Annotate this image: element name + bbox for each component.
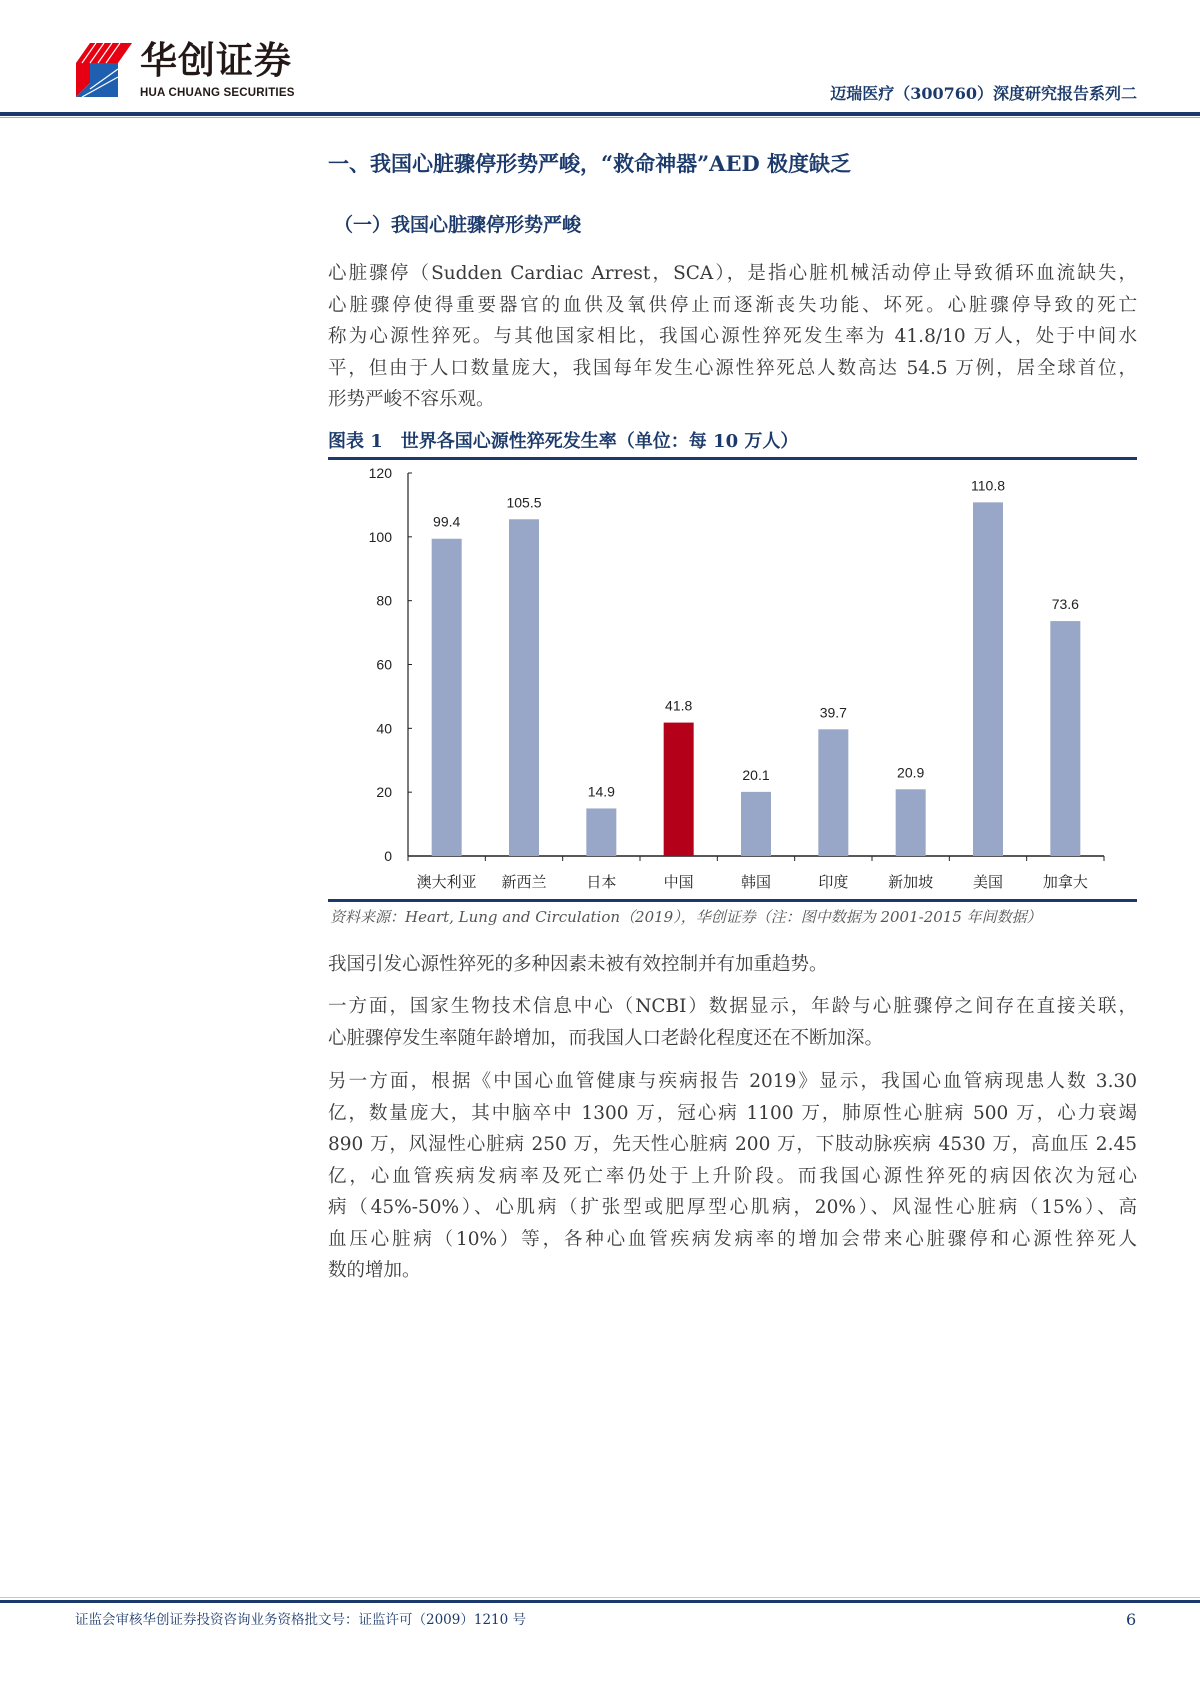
bar-新加坡	[896, 789, 926, 856]
paragraph-line: 亿，心血管疾病发病率及死亡率仍处于上升阶段。而我国心源性猝死的病因依次为冠心	[328, 1165, 1137, 1187]
data-label: 20.1	[742, 766, 770, 783]
data-label: 39.7	[819, 704, 847, 721]
data-label: 41.8	[665, 697, 693, 714]
category-label: 新加坡	[888, 873, 934, 891]
subsection-heading: （一）我国心脏骤停形势严峻	[334, 214, 582, 236]
footer-divider-thin	[0, 1597, 1200, 1598]
paragraph-cvd	[328, 1066, 1137, 1287]
header-divider	[0, 112, 1200, 116]
data-label: 14.9	[587, 783, 615, 800]
bar-日本	[586, 808, 616, 856]
category-label: 韩国	[740, 873, 772, 891]
bar-澳大利亚	[432, 539, 462, 856]
paragraph-line: 平，但由于人口数量庞大，我国每年发生心源性猝死总人数高达 54.5 万例，居全球首位，	[328, 357, 1137, 379]
paragraph-line: 心脏骤停发生率随年龄增加，而我国人口老龄化程度还在不断加深。	[328, 1027, 884, 1049]
paragraph-line: 血压心脏病（10%）等，各种心血管疾病发病率的增加会带来心脏骤停和心源性猝死人	[328, 1228, 1137, 1250]
bar-中国	[664, 723, 694, 856]
paragraph-line: 亿，数量庞大，其中脑卒中 1300 万，冠心病 1100 万，肺原性心脏病 500 万，心力衰竭	[328, 1102, 1137, 1124]
header-divider-thin	[0, 117, 1200, 118]
paragraph-trend	[328, 949, 1137, 981]
paragraph-line: 另一方面，根据《中国心血管健康与疾病报告 2019》显示，我国心血管病现患人数 3.30	[328, 1071, 1137, 1092]
bar-韩国	[741, 792, 771, 856]
footer-divider	[0, 1600, 1200, 1603]
footer-license: 证监会审核华创证券投资咨询业务资格批文号：证监许可（2009）1210 号	[75, 1612, 527, 1628]
paragraph-aging	[328, 991, 1137, 1054]
paragraph-line: 890 万，风湿性心脏病 250 万，先天性心脏病 200 万，下肢动脉疾病 4530 万，高血压 2.45	[328, 1134, 1137, 1155]
paragraph-line: 心脏骤停（Sudden Cardiac Arrest，SCA），是指心脏机械活动停止导致循环血流缺失，	[328, 263, 1137, 284]
bar-印度	[818, 729, 848, 856]
paragraph-line: 一方面，国家生物技术信息中心（NCBI）数据显示，年龄与心脏骤停之间存在直接关联，	[328, 996, 1137, 1017]
y-tick-label: 0	[384, 848, 392, 864]
paragraph-line: 病（45%-50%）、心肌病（扩张型或肥厚型心肌病，20%）、风湿性心脏病（15%）、高	[328, 1197, 1137, 1218]
bar-美国	[973, 502, 1003, 856]
bar-加拿大	[1050, 621, 1080, 856]
category-label: 新西兰	[501, 873, 547, 891]
category-label: 加拿大	[1042, 873, 1088, 891]
category-label: 印度	[818, 873, 849, 891]
figure-bottom-rule	[328, 899, 1137, 902]
y-tick-label: 120	[368, 465, 392, 481]
category-label: 美国	[972, 873, 1004, 891]
paragraph-intro	[328, 258, 1137, 416]
logo-text-en: HUA CHUANG SECURITIES	[140, 87, 295, 99]
company-logo-icon	[76, 43, 132, 97]
paragraph-line: 心脏骤停使得重要器官的血供及氧供停止而逐渐丧失功能、坏死。心脏骤停导致的死亡	[328, 294, 1137, 316]
paragraph-line: 形势严峻不容乐观。	[328, 389, 495, 410]
report-title: 迈瑞医疗（300760）深度研究报告系列二	[830, 84, 1137, 103]
section-heading: 一、我国心脏骤停形势严峻，“救命神器”AED 极度缺乏	[328, 151, 851, 176]
category-label: 中国	[663, 873, 694, 891]
category-label: 澳大利亚	[416, 873, 477, 891]
data-label: 105.5	[506, 494, 542, 511]
y-tick-label: 40	[376, 720, 392, 737]
data-label: 20.9	[897, 764, 925, 781]
paragraph-line: 数的增加。	[328, 1260, 421, 1281]
data-label: 110.8	[971, 477, 1005, 494]
y-tick-label: 80	[376, 592, 392, 609]
data-label: 73.6	[1051, 596, 1079, 613]
y-tick-label: 60	[376, 656, 392, 673]
y-tick-label: 20	[376, 784, 392, 801]
y-tick-label: 100	[368, 528, 392, 545]
paragraph-line: 我国引发心源性猝死的多种因素未被有效控制并有加重趋势。	[328, 954, 828, 975]
figure-title: 图表 1 世界各国心源性猝死发生率（单位：每 10 万人）	[328, 431, 799, 452]
figure-source: 资料来源：Heart, Lung and Circulation（2019），华创证券（注：图中数据为 2001-2015 年间数据）	[330, 908, 1042, 926]
paragraph-line: 称为心源性猝死。与其他国家相比，我国心源性猝死发生率为 41.8/10 万人，处于中间水	[328, 326, 1137, 347]
page-number: 6	[1126, 1610, 1137, 1629]
logo-text-cn: 华创证券	[140, 39, 292, 82]
bar-新西兰	[509, 519, 539, 856]
bar-chart	[328, 460, 1137, 899]
data-label: 99.4	[433, 513, 461, 530]
category-label: 日本	[586, 873, 617, 891]
